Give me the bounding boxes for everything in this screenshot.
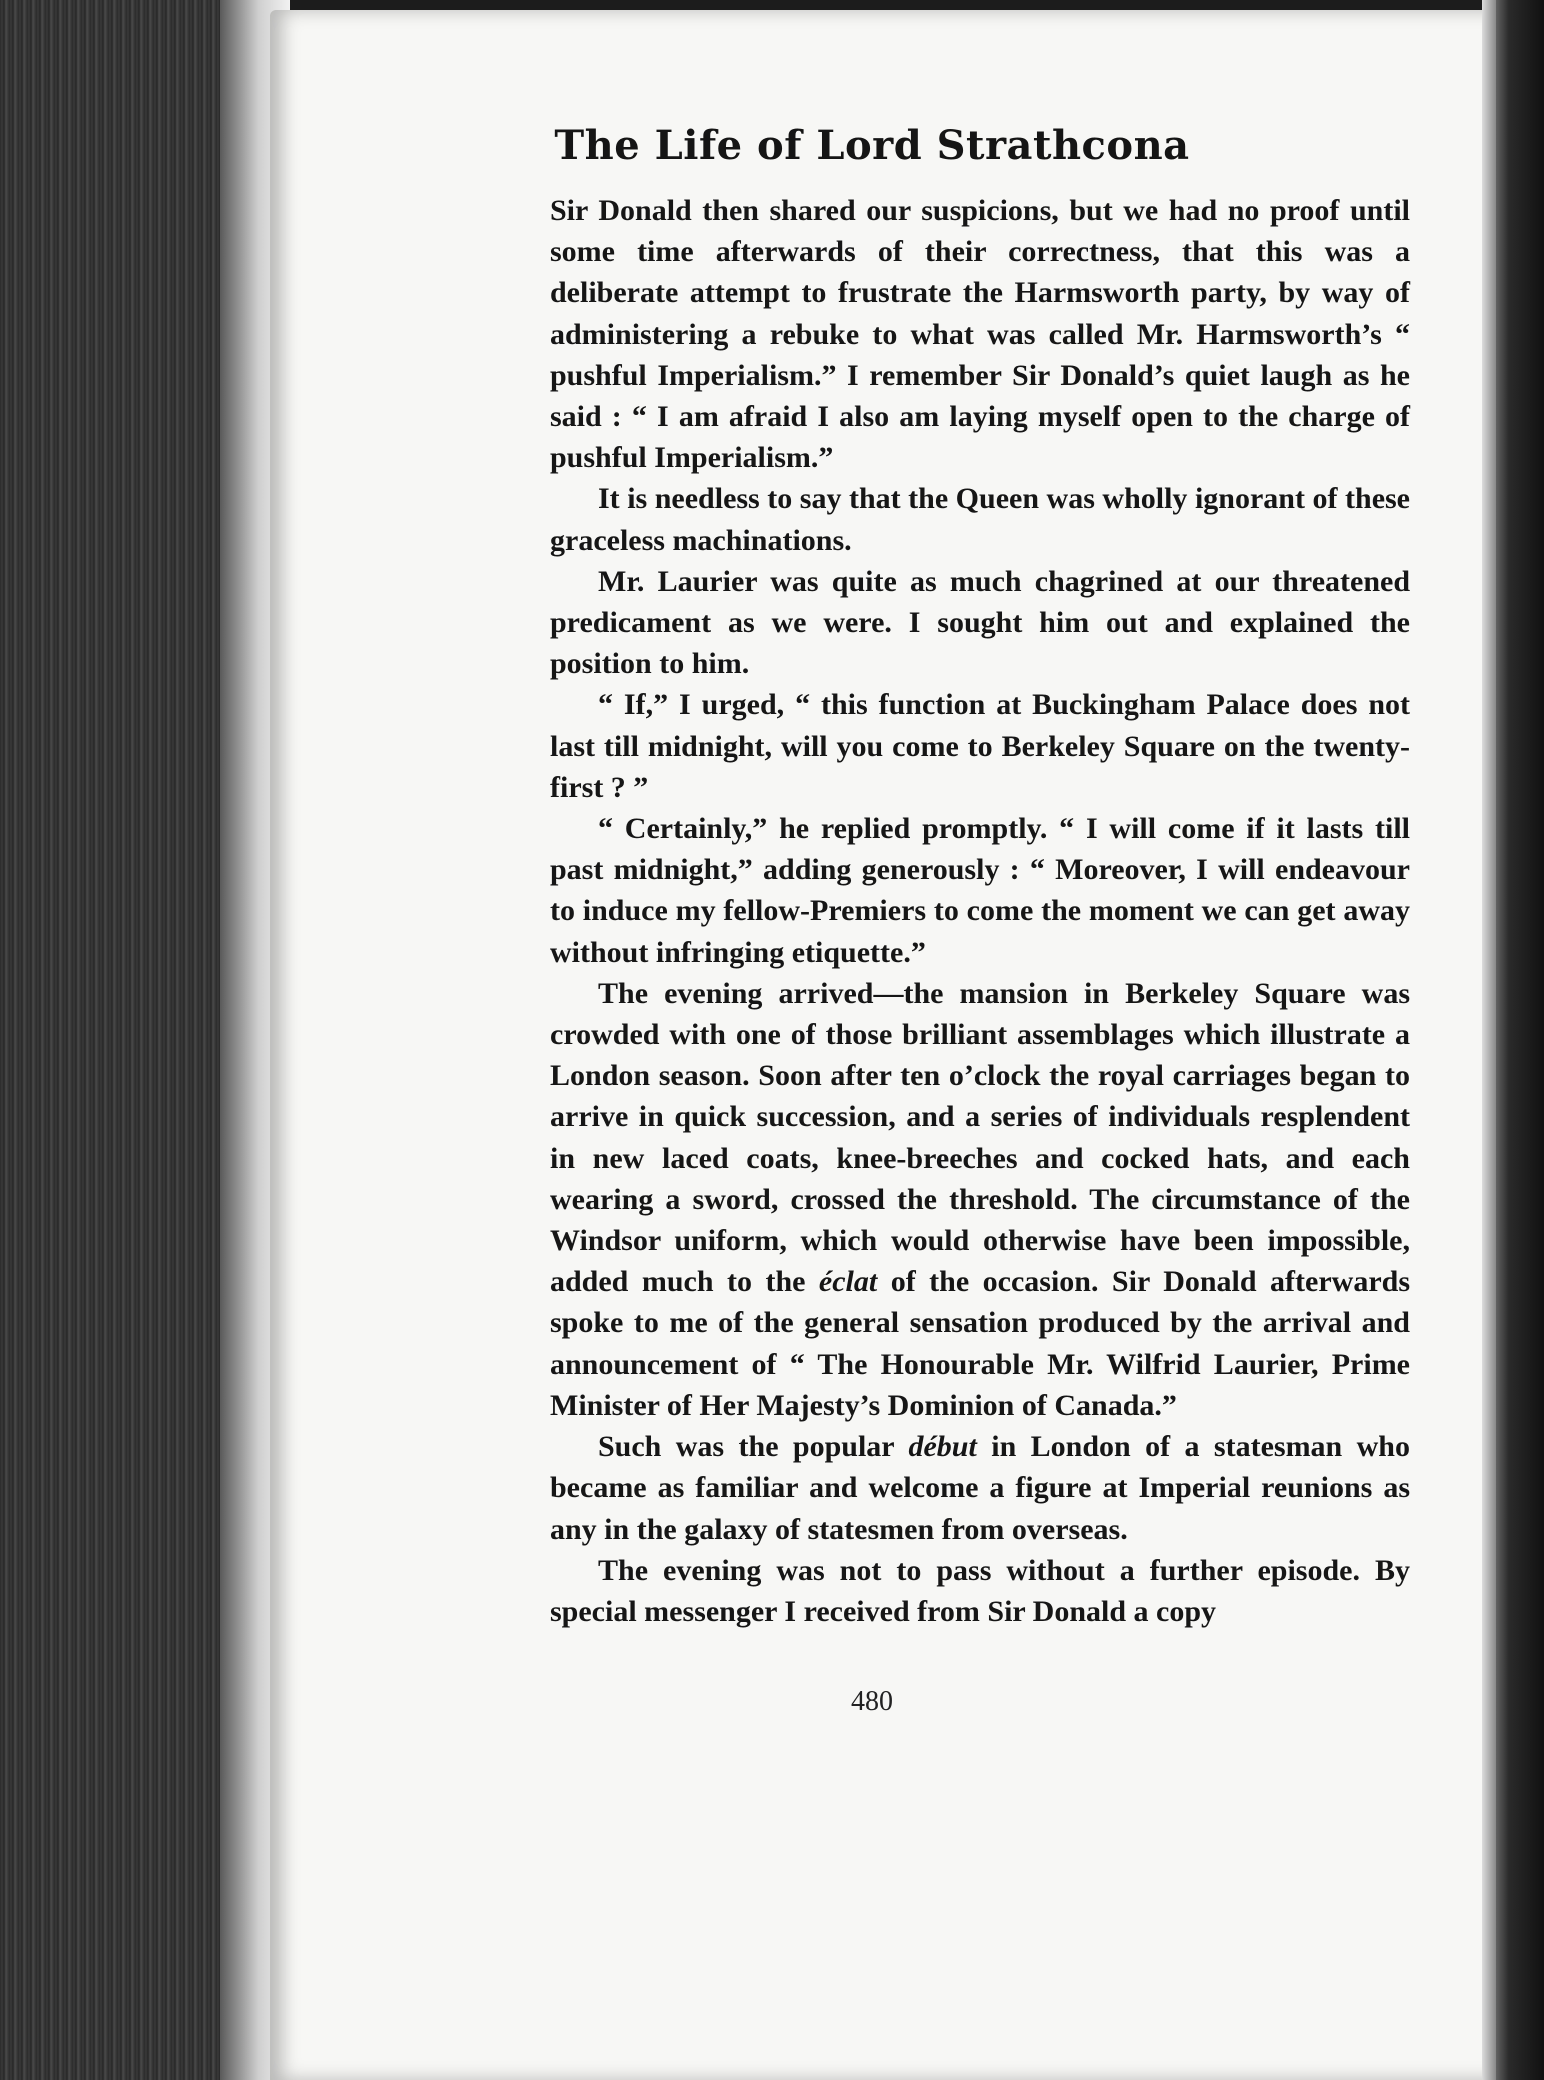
paragraph xyxy=(550,478,1410,560)
body-text xyxy=(550,190,1410,1632)
text-run: Mr. Laurier was quite as much chagrined at our threatened predicament as we were. I sought him out and explained the position to him. xyxy=(550,564,1410,681)
book-page-edges xyxy=(0,0,290,2080)
paragraph xyxy=(550,808,1410,973)
paragraph xyxy=(550,684,1410,808)
text-run: The evening arrived—the mansion in Berkeley Square was crowded with one of those brilliant assemblages which illustrate a London season. Soon after ten o’clock the royal carriages began to arrive in quick succession, and a series of individuals resplendent in new laced coats, knee-breeches and cocked hats, and each wearing a sword, crossed the threshold. The circumstance of the Windsor uniform, which would otherwise have been impossible, added much to the xyxy=(550,976,1410,1299)
page-number: 480 xyxy=(851,1686,893,1717)
next-leaf-edge xyxy=(1494,0,1544,2080)
italic-term: éclat xyxy=(818,1265,878,1299)
text-run: Such was the popular xyxy=(598,1430,909,1464)
text-run: It is needless to say that the Queen was wholly ignorant of these graceless machinations. xyxy=(550,482,1410,557)
text-run: “ Certainly,” he replied promptly. “ I will come if it lasts till past midnight,” adding generously : “ Moreover, I will endeavour to induce my fellow-Premiers to come the moment we can get away without infringing etiquette.” xyxy=(550,812,1410,969)
text-run: The evening was not to pass without a further episode. By special messenger I received from Sir Donald a copy xyxy=(550,1553,1410,1628)
text-run: in London of a statesman who became as familiar and welcome a figure at Imperial reunions as any in the galaxy of statesmen from overseas. xyxy=(550,1430,1410,1546)
running-head: The Life of Lord Strathcona xyxy=(554,122,1190,169)
paragraph xyxy=(550,1550,1410,1632)
italic-term: début xyxy=(908,1430,977,1464)
paragraph xyxy=(550,1426,1410,1550)
text-run: of the occasion. Sir Donald afterwards spoke to me of the general sensation produced by the arrival and announcement of “ The Honourable Mr. Wilfrid Laurier, Prime Minister of Her Majesty’s Dominion of Canada.” xyxy=(550,1265,1410,1422)
paragraph xyxy=(550,973,1410,1426)
text-run: Sir Donald then shared our suspicions, but we had no proof until some time afterwards of their correctness, that this was a deliberate attempt to frustrate the Harmsworth party, by way of administering a rebuke to what was called Mr. Harmsworth’s “ pushful Imperialism.” I remember Sir Donald’s quiet laugh as he said : “ I am afraid I also am laying myself open to the charge of pushful Imperialism.” xyxy=(550,194,1410,475)
text-run: “ If,” I urged, “ this function at Buckingham Palace does not last till midnight, will you come to Berkeley Square on the twenty-first ? ” xyxy=(550,688,1410,804)
paragraph xyxy=(550,561,1410,685)
paragraph xyxy=(550,190,1410,478)
